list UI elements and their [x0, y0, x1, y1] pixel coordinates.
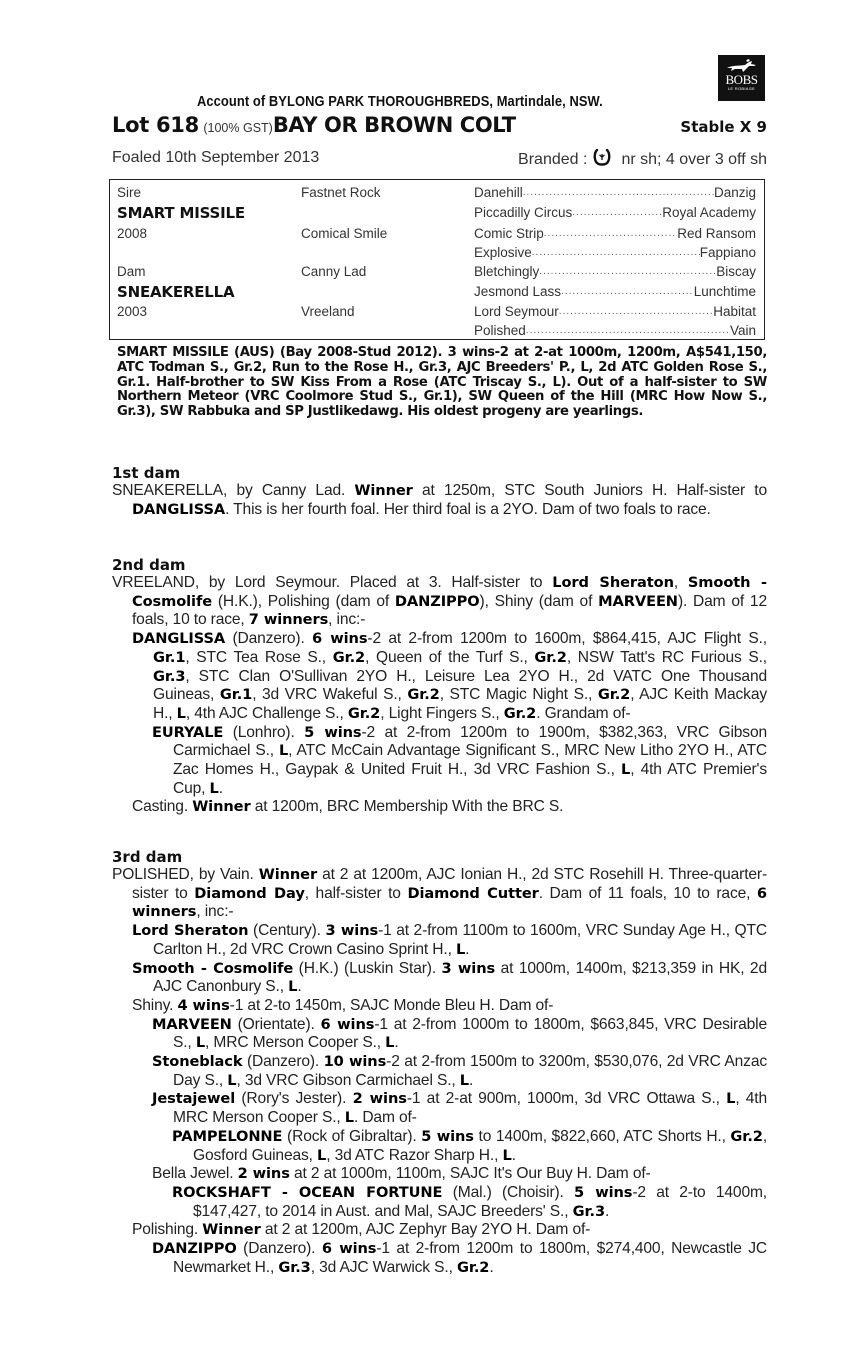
section-1st-dam [112, 465, 767, 519]
pedigree-entry [112, 1184, 767, 1221]
entry-text: . This is her fourth foal. Her third foal is a 2YO. Dam of two foals to race. [225, 500, 711, 518]
foaled-date: Foaled 10th September 2013 [112, 149, 320, 166]
gst-note: (100% GST) [203, 121, 273, 135]
emphasis-text: 6 wins [312, 630, 368, 648]
entry-text: (Century). [248, 922, 326, 940]
great-grandparent-row: Polished ..... Vain [474, 323, 756, 338]
entry-text: , STC Clan O'Sullivan 2YO H., Leisure Lea 2YO H., 2d VATC One Thousand Guineas, [153, 667, 767, 704]
emphasis-text: L [195, 1034, 206, 1052]
entry-text: . [394, 1034, 399, 1052]
pedigree-entry [112, 724, 767, 799]
pedigree-entry [112, 997, 767, 1016]
sire-summary: SMART MISSILE (AUS) (Bay 2008-Stud 2012). 3 wins-2 at 2-at 1000m, 1200m, A$541,150, ATC Todman S., Gr.2, Run to the Rose H., Gr.3, AJC Breeders' P., L, 2d ATC Golden Rose S., Gr.1. Half-brother to SW Kiss From a Rose (ATC Triscay S., L). Out of a half-sister to SW Northern Meteor (VRC Coolmore Stud S., Gr.1), SW Queen of the Hill (MRC How Now S., Gr.3), SW Rabbuka and SP Justlikedawg. His oldest progeny are yearlings. [117, 345, 767, 420]
great-grandparent-row: Jesmond Lass ..... Lunchtime [474, 284, 756, 299]
emphasis-text: Winner [258, 866, 318, 883]
lot-description: BAY OR BROWN COLT [272, 113, 516, 137]
entry-text: (H.K.) (Luskin Star). [293, 959, 442, 977]
emphasis-text: Gr.3 [153, 667, 186, 685]
entry-text: , half-sister to [304, 884, 408, 902]
great-grandparent-row: Lord Seymour ..... Habitat [474, 304, 756, 319]
entry-text: , 3d AJC Warwick S., [310, 1258, 457, 1276]
great-grandparent-row: Explosive ..... Fappiano [474, 245, 756, 260]
entry-text: at 2 at 1000m, 1100m, SAJC It's Our Buy H. Dam of- [289, 1165, 651, 1183]
entry-text: , 4th AJC Challenge S., [185, 704, 348, 722]
entry-text: at 1250m, STC South Juniors H. Half-sister to [412, 482, 767, 499]
emphasis-text: Stoneblack [152, 1053, 243, 1071]
emphasis-text: EURYALE [152, 723, 224, 741]
emphasis-text: DANGLISSA [132, 630, 226, 648]
pedigree-entry [112, 798, 767, 817]
vendor-account: Account of BYLONG PARK THOROUGHBREDS, Martindale, NSW. [197, 93, 603, 110]
entry-text: -1 at 2-at 900m, 1000m, 3d VRC Ottawa S., [406, 1090, 727, 1108]
entry-text: at 1000m, 1400m, $213,359 in HK, 2d AJC Canonbury S., [153, 959, 767, 996]
lot-header [112, 113, 767, 141]
emphasis-text: 6 winners [132, 884, 767, 921]
granddam-maternal: Vreeland [301, 304, 355, 319]
emphasis-text: Smooth - Cosmolife [132, 959, 294, 977]
entry-text: . [465, 940, 470, 958]
pedigree-table [109, 179, 765, 340]
emphasis-text: 2 wins [237, 1165, 290, 1183]
entry-text: at 2 at 1200m, AJC Zephyr Bay 2YO H. Dam of- [260, 1221, 591, 1239]
pedigree-entry [112, 1240, 767, 1277]
entry-text: , ATC McCain Advantage Significant S., MRC New Litho 2YO H., ATC Zac Homes H., Gaypak & United Fruit H., 3d VRC Fashion S., [173, 742, 768, 779]
pedigree-entry [112, 1165, 767, 1184]
grandsire-paternal: Fastnet Rock [301, 185, 381, 200]
entry-text: -1 at 2-from 1100m to 1600m, VRC Sunday Age H., QTC Carlton H., 2d VRC Crown Casino Sprint H., [153, 922, 767, 958]
lot-number: Lot 618 [112, 113, 199, 137]
branded-label: Branded : [518, 151, 588, 168]
entry-text: (Rock of Gibraltar). [282, 1127, 422, 1145]
entry-text: -1 at 2-from 1000m to 1800m, $663,845, VRC Desirable S., [173, 1015, 767, 1052]
emphasis-text: 3 wins [441, 959, 496, 977]
emphasis-text: 6 wins [320, 1015, 375, 1033]
emphasis-text: DANGLISSA [132, 500, 226, 518]
entry-text: ), Shiny (dam of [479, 592, 599, 610]
entry-text: (Lonhro). [223, 723, 305, 741]
entry-text: . [297, 978, 302, 996]
great-grandparent-row: Piccadilly Circus ..... Royal Academy [474, 205, 756, 220]
branded-info [518, 149, 767, 171]
emphasis-text: 10 wins [323, 1053, 387, 1071]
emphasis-text: 3 wins [325, 922, 379, 940]
emphasis-text: L [459, 1071, 469, 1089]
emphasis-text: Jestajewel [152, 1090, 236, 1108]
entry-text: , MRC Merson Cooper S., [205, 1034, 386, 1052]
entry-text: , STC Magic Night S., [439, 686, 598, 704]
pedigree-entry [112, 482, 767, 519]
emphasis-text: L [227, 1071, 237, 1089]
emphasis-text: Gr.2 [730, 1127, 763, 1145]
emphasis-text: Winner [354, 482, 413, 499]
emphasis-text: DANZIPPO [394, 592, 480, 610]
entry-text: , 4th MRC Merson Cooper S., [173, 1090, 767, 1127]
emphasis-text: 2 wins [352, 1090, 407, 1108]
emphasis-text: 7 winners [248, 611, 329, 629]
pedigree-entry [112, 1016, 767, 1053]
entry-text: Polishing. [132, 1221, 203, 1239]
entries [112, 482, 767, 519]
horseshoe-brand-icon [593, 149, 611, 171]
pedigree-entry [112, 1053, 767, 1090]
entry-text: . [218, 779, 223, 797]
great-grandparent-row: Comic Strip ..... Red Ransom [474, 226, 756, 241]
emphasis-text: L [455, 940, 466, 958]
emphasis-text: Gr.1 [153, 648, 186, 666]
emphasis-text: Gr.2 [503, 704, 537, 722]
emphasis-text: L [288, 978, 298, 996]
entry-text: , Light Fingers S., [380, 704, 504, 722]
emphasis-text: Gr.2 [347, 704, 381, 722]
emphasis-text: L [317, 1146, 327, 1164]
entry-text: (Danzero). [236, 1240, 322, 1258]
pedigree-entry [112, 574, 767, 630]
entry-text: . Dam of 11 foals, 10 to race, [538, 884, 757, 902]
section-2nd-dam [112, 557, 767, 817]
bobs-logo-icon [718, 55, 765, 101]
emphasis-text: L [176, 704, 186, 722]
sire-year: 2008 [117, 226, 148, 241]
section-heading: 3rd dam [112, 848, 183, 866]
foaled-line [112, 149, 767, 167]
emphasis-text: MARVEEN [152, 1015, 232, 1033]
entry-text: -2 at 2-from 1200m to 1600m, $864,415, AJC Flight S., [367, 630, 767, 648]
emphasis-text: 5 wins [421, 1127, 474, 1145]
emphasis-text: Gr.2 [407, 686, 440, 704]
entry-text: . [489, 1258, 494, 1276]
entry-text: Bella Jewel. [152, 1165, 238, 1183]
entry-text: Shiny. [132, 996, 178, 1014]
logo-word: BOBS [725, 72, 758, 87]
dam-year: 2003 [117, 304, 148, 319]
emphasis-text: MARVEEN [598, 592, 678, 610]
emphasis-text: Gr.3 [572, 1202, 606, 1220]
entry-text: (Mal.) (Choisir). [442, 1183, 575, 1201]
entry-text: (Orientate). [231, 1015, 321, 1033]
entry-text: . [468, 1071, 474, 1089]
emphasis-text: PAMPELONNE [172, 1127, 283, 1145]
dam-label: Dam [117, 264, 146, 279]
pedigree-entry [112, 630, 767, 724]
emphasis-text: 5 wins [304, 723, 362, 741]
pedigree-entry [112, 1090, 767, 1127]
entry-text: SNEAKERELLA, by Canny Lad. [112, 482, 355, 499]
emphasis-text: Gr.1 [219, 686, 253, 704]
entry-text: , 4th ATC Premier's Cup, [173, 761, 767, 797]
emphasis-text: Lord Sheraton [552, 574, 674, 591]
emphasis-text: Winner [202, 1221, 261, 1239]
pedigree-entry [112, 922, 767, 959]
entry-text: , AJC Keith Mackay H., [153, 686, 767, 722]
emphasis-text: Diamond Cutter [407, 884, 539, 902]
entry-text: . [511, 1146, 516, 1164]
entry-text: , inc:- [328, 611, 366, 629]
entry-text: (Danzero). [225, 630, 313, 648]
entry-text: -2 at 2-from 1500m to 3200m, $530,076, 2d VRC Anzac Day S., [173, 1053, 767, 1089]
granddam-paternal: Comical Smile [301, 226, 388, 241]
emphasis-text: DANZIPPO [152, 1240, 237, 1258]
entry-text: to 1400m, $822,660, ATC Shorts H., [473, 1127, 731, 1145]
emphasis-text: Gr.2 [332, 648, 366, 666]
emphasis-text: 5 wins [574, 1183, 633, 1201]
entry-text: , 3d VRC Wakeful S., [252, 686, 408, 704]
entry-text: -2 at 2-from 1200m to 1900m, $382,363, VRC Gibson Carmichael S., [173, 723, 767, 760]
pedigree-entry [112, 960, 767, 997]
entry-text: (Danzero). [242, 1053, 324, 1071]
entry-text: -1 at 2-to 1450m, SAJC Monde Bleu H. Dam of- [229, 996, 554, 1014]
emphasis-text: Gr.2 [597, 686, 631, 704]
entry-text: (Rory's Jester). [235, 1090, 353, 1108]
grandsire-maternal: Canny Lad [301, 264, 367, 279]
entry-text: , STC Tea Rose S., [185, 648, 333, 666]
emphasis-text: Diamond Day [194, 884, 305, 902]
entry-text: , inc:- [196, 903, 234, 921]
emphasis-text: Lord Sheraton [132, 922, 249, 940]
entry-text: at 1200m, BRC Membership With the BRC S. [250, 798, 564, 816]
entry-text: , [673, 574, 688, 591]
entry-text: at 2 at 1200m, AJC Ionian H., 2d STC Rosehill H. Three-quarter-sister to [132, 866, 767, 902]
emphasis-text: L [209, 779, 219, 797]
branded-value: nr sh; 4 over 3 off sh [621, 151, 767, 168]
logo-subtitle: LE ROBIAGE [727, 86, 756, 91]
emphasis-text: L [278, 742, 289, 760]
entry-text: -2 at 2-to 1400m, $147,427, to 2014 in Aust. and Mal, SAJC Breeders' S., [193, 1183, 767, 1220]
pedigree-entry [112, 1128, 767, 1165]
emphasis-text: Winner [192, 798, 251, 816]
entries [112, 866, 767, 1277]
emphasis-text: L [385, 1034, 395, 1052]
emphasis-text: 6 wins [321, 1240, 377, 1258]
entry-text: POLISHED, by Vain. [112, 866, 259, 883]
entry-text: Casting. [132, 798, 193, 816]
pedigree-entry [112, 866, 767, 922]
entry-text: , NSW Tatt's RC Furious S., [566, 648, 767, 666]
great-grandparent-row: Bletchingly ..... Biscay [474, 264, 756, 279]
entry-text: , 3d VRC Gibson Carmichael S., [236, 1071, 460, 1089]
dam-name: SNEAKERELLA [117, 283, 235, 301]
emphasis-text: L [621, 761, 631, 779]
entry-text: (H.K.), Polishing (dam of [212, 592, 395, 610]
emphasis-text: Gr.2 [456, 1258, 490, 1276]
sire-name: SMART MISSILE [117, 204, 245, 222]
emphasis-text: L [344, 1109, 354, 1127]
entry-text: VREELAND, by Lord Seymour. Placed at 3. Half-sister to [112, 574, 553, 591]
entry-text: , Gosford Guineas, [193, 1127, 768, 1164]
entry-text: -1 at 2-from 1200m to 1800m, $274,400, Newcastle JC Newmarket H., [173, 1240, 767, 1276]
section-3rd-dam [112, 849, 767, 1277]
entries [112, 574, 767, 817]
entry-text: , Queen of the Turf S., [365, 648, 535, 666]
entry-text: . [605, 1202, 610, 1220]
entry-text: ). Dam of 12 foals, 10 to race, [132, 592, 767, 629]
section-heading: 1st dam [112, 464, 181, 482]
pedigree-entry [112, 1221, 767, 1240]
great-grandparent-row: Danehill ..... Danzig [474, 185, 756, 200]
emphasis-text: Smooth - Cosmolife [132, 574, 767, 610]
emphasis-text: ROCKSHAFT - OCEAN FORTUNE [172, 1183, 443, 1201]
emphasis-text: L [726, 1090, 736, 1108]
horse-rider-icon [725, 59, 759, 73]
entry-text: . Dam of- [353, 1109, 417, 1127]
emphasis-text: L [502, 1146, 512, 1164]
entry-text: . Grandam of- [536, 704, 631, 722]
sire-label: Sire [117, 185, 142, 200]
entry-text: , 3d ATC Razor Sharp H., [326, 1146, 503, 1164]
emphasis-text: Gr.3 [278, 1258, 311, 1276]
emphasis-text: 4 wins [177, 996, 230, 1014]
emphasis-text: Gr.2 [534, 648, 567, 666]
stable-number: Stable X 9 [680, 118, 767, 136]
section-heading: 2nd dam [112, 556, 186, 574]
